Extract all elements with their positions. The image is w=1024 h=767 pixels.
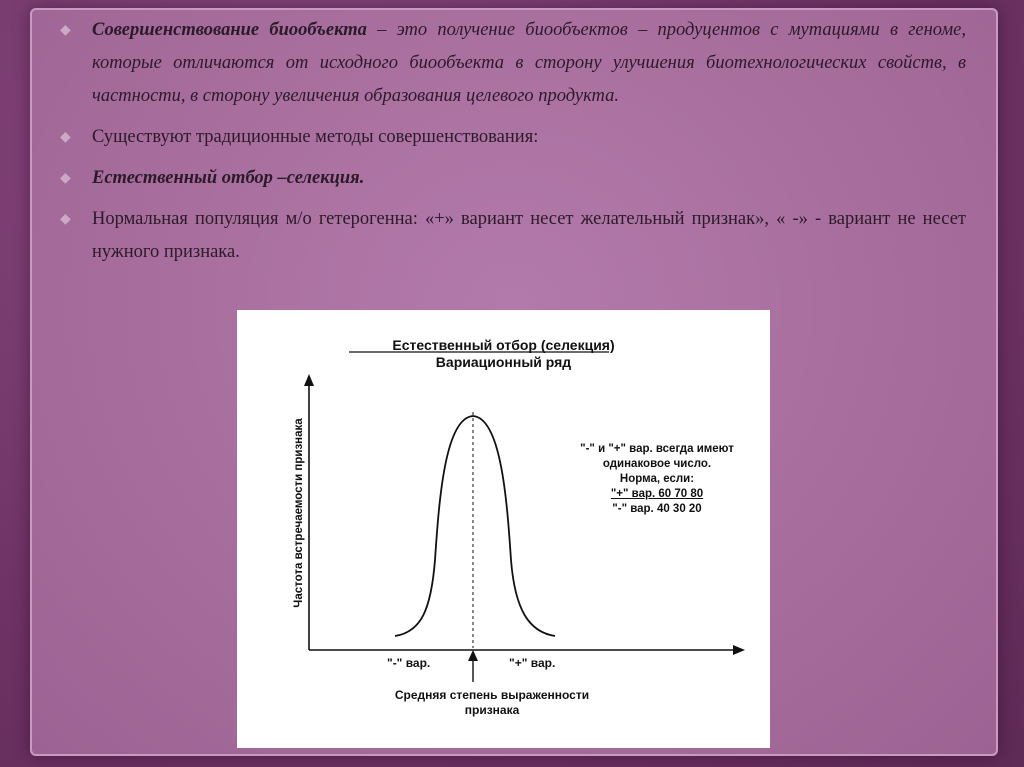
x-axis-label: Средняя степень выраженности признака [394,688,590,717]
bullet-icon: ◆ [60,23,71,38]
bullet-text: Нормальная популяция м/о гетерогенна: «+» вариант несет желательный признак», « -» - вариант не несет нужного признака. [92,209,966,262]
bullet-text: Существуют традиционные методы совершенствования: [92,127,539,147]
center-arrow-icon [468,650,478,661]
note-line-minus: "-" вар. 40 30 20 [612,503,702,515]
figure-subtitle: Вариационный ряд [435,354,572,370]
note-line: "-" и "+" вар. всегда имеют [580,443,734,455]
figure-graphics [237,310,770,748]
y-axis-arrow-icon [304,374,314,386]
bullet-item-2 [60,121,966,154]
bullet-term: Совершенствование биообъекта [92,20,367,40]
bullet-text: Естественный отбор –селекция. [92,168,365,188]
bullet-item-1 [60,14,966,113]
x-axis-arrow-icon [733,645,745,655]
minus-variant-label: "-" вар. [387,656,431,670]
note-line: одинаковое число. [602,458,712,470]
variation-series-figure [237,310,770,748]
plus-variant-label: "+" вар. [509,656,556,670]
bullet-item-3 [60,162,966,195]
note-line: Норма, если: [619,473,695,485]
bullet-definition: – это получение биообъектов – продуцентов с мутациями в геноме, которые отличаются от исходного биообъекта в сторону улучшения биотехнологических свойств, в частности, в сторону увеличения образования целевого продукта. [92,20,966,106]
y-axis-label: Частота встречаемости признака [293,418,305,608]
note-line-plus: "+" вар. 60 70 80 [610,488,704,500]
bullet-icon: ◆ [60,130,71,145]
figure-note [557,442,757,517]
bullet-icon: ◆ [60,171,71,186]
normal-distribution-curve [395,416,555,636]
bullet-item-4 [60,203,966,269]
bullet-icon: ◆ [60,212,71,227]
figure-title: Естественный отбор (селекция) [392,337,615,353]
slide-text [60,14,966,277]
